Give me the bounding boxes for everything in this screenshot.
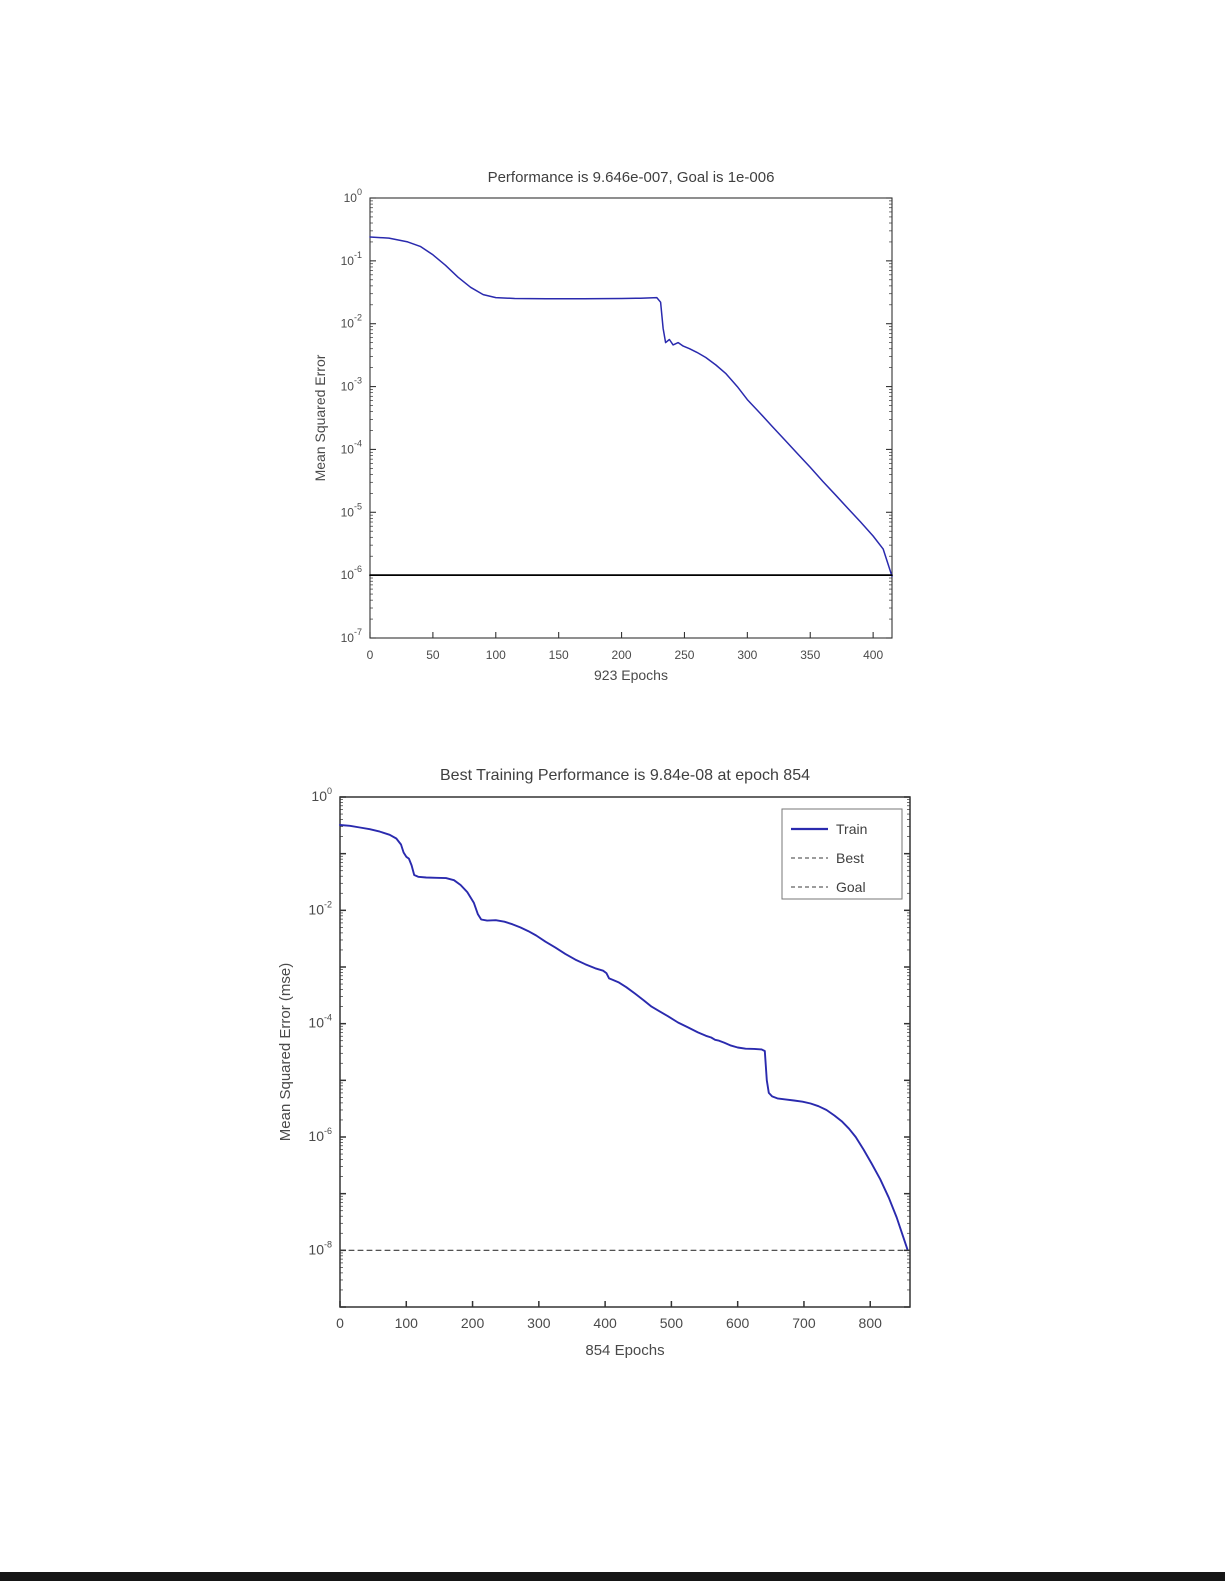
legend-label-goal: Goal xyxy=(836,879,866,895)
x-tick-label: 0 xyxy=(366,648,374,662)
y-tick-label: $10^{-5}$ xyxy=(340,501,362,520)
plot-area xyxy=(341,187,892,662)
y-axis-label: Mean Squared Error (mse) xyxy=(277,962,294,1142)
x-tick-label: 400 xyxy=(593,1315,617,1331)
x-tick-label: 400 xyxy=(863,648,884,662)
y-tick-label: $10^{-1}$ xyxy=(340,249,362,268)
y-axis-label: Mean Squared Error xyxy=(312,354,328,482)
train-curve xyxy=(370,237,892,576)
x-tick-label: 700 xyxy=(792,1315,816,1331)
x-tick-label: 0 xyxy=(336,1315,344,1331)
x-tick-label: 100 xyxy=(394,1315,418,1331)
best-training-performance-chart xyxy=(272,752,932,1372)
x-tick-label: 150 xyxy=(548,648,569,662)
x-tick-label: 50 xyxy=(426,648,440,662)
plot-area xyxy=(308,786,910,1331)
y-tick-label: $10^{-8}$ xyxy=(308,1239,332,1258)
y-tick-label: $10^0$ xyxy=(311,786,332,804)
page-bottom-rule xyxy=(0,1572,1225,1581)
legend-label-train: Train xyxy=(836,821,868,837)
y-tick-label: $10^{-6}$ xyxy=(308,1126,332,1144)
y-tick-label: $10^{-7}$ xyxy=(340,627,362,645)
x-tick-label: 200 xyxy=(460,1315,485,1331)
x-axis-label: 854 Epochs xyxy=(585,1342,665,1359)
legend-label-best: Best xyxy=(836,850,865,866)
x-tick-label: 600 xyxy=(725,1315,750,1331)
x-axis-label: 923 Epochs xyxy=(594,667,668,683)
y-tick-label: $10^{-2}$ xyxy=(308,899,332,918)
y-tick-label: $10^{-2}$ xyxy=(340,312,362,331)
x-tick-label: 250 xyxy=(674,648,695,662)
axes-box xyxy=(370,198,892,638)
chart-title: Best Training Performance is 9.84e-08 at epoch 854 xyxy=(440,767,810,784)
chart-title: Performance is 9.646e-007, Goal is 1e-006 xyxy=(487,169,775,186)
x-tick-label: 300 xyxy=(527,1315,551,1331)
x-tick-label: 350 xyxy=(800,648,821,662)
y-tick-label: $10^{-4}$ xyxy=(308,1012,332,1031)
y-tick-label: $10^0$ xyxy=(343,187,362,205)
y-tick-label: $10^{-6}$ xyxy=(340,564,362,583)
y-tick-label: $10^{-3}$ xyxy=(340,375,362,394)
performance-chart xyxy=(305,150,917,710)
x-tick-label: 800 xyxy=(858,1315,882,1331)
x-tick-label: 500 xyxy=(659,1315,684,1331)
x-tick-label: 100 xyxy=(485,648,506,662)
x-tick-label: 300 xyxy=(737,648,758,662)
x-tick-label: 200 xyxy=(611,648,632,662)
y-tick-label: $10^{-4}$ xyxy=(340,438,362,457)
